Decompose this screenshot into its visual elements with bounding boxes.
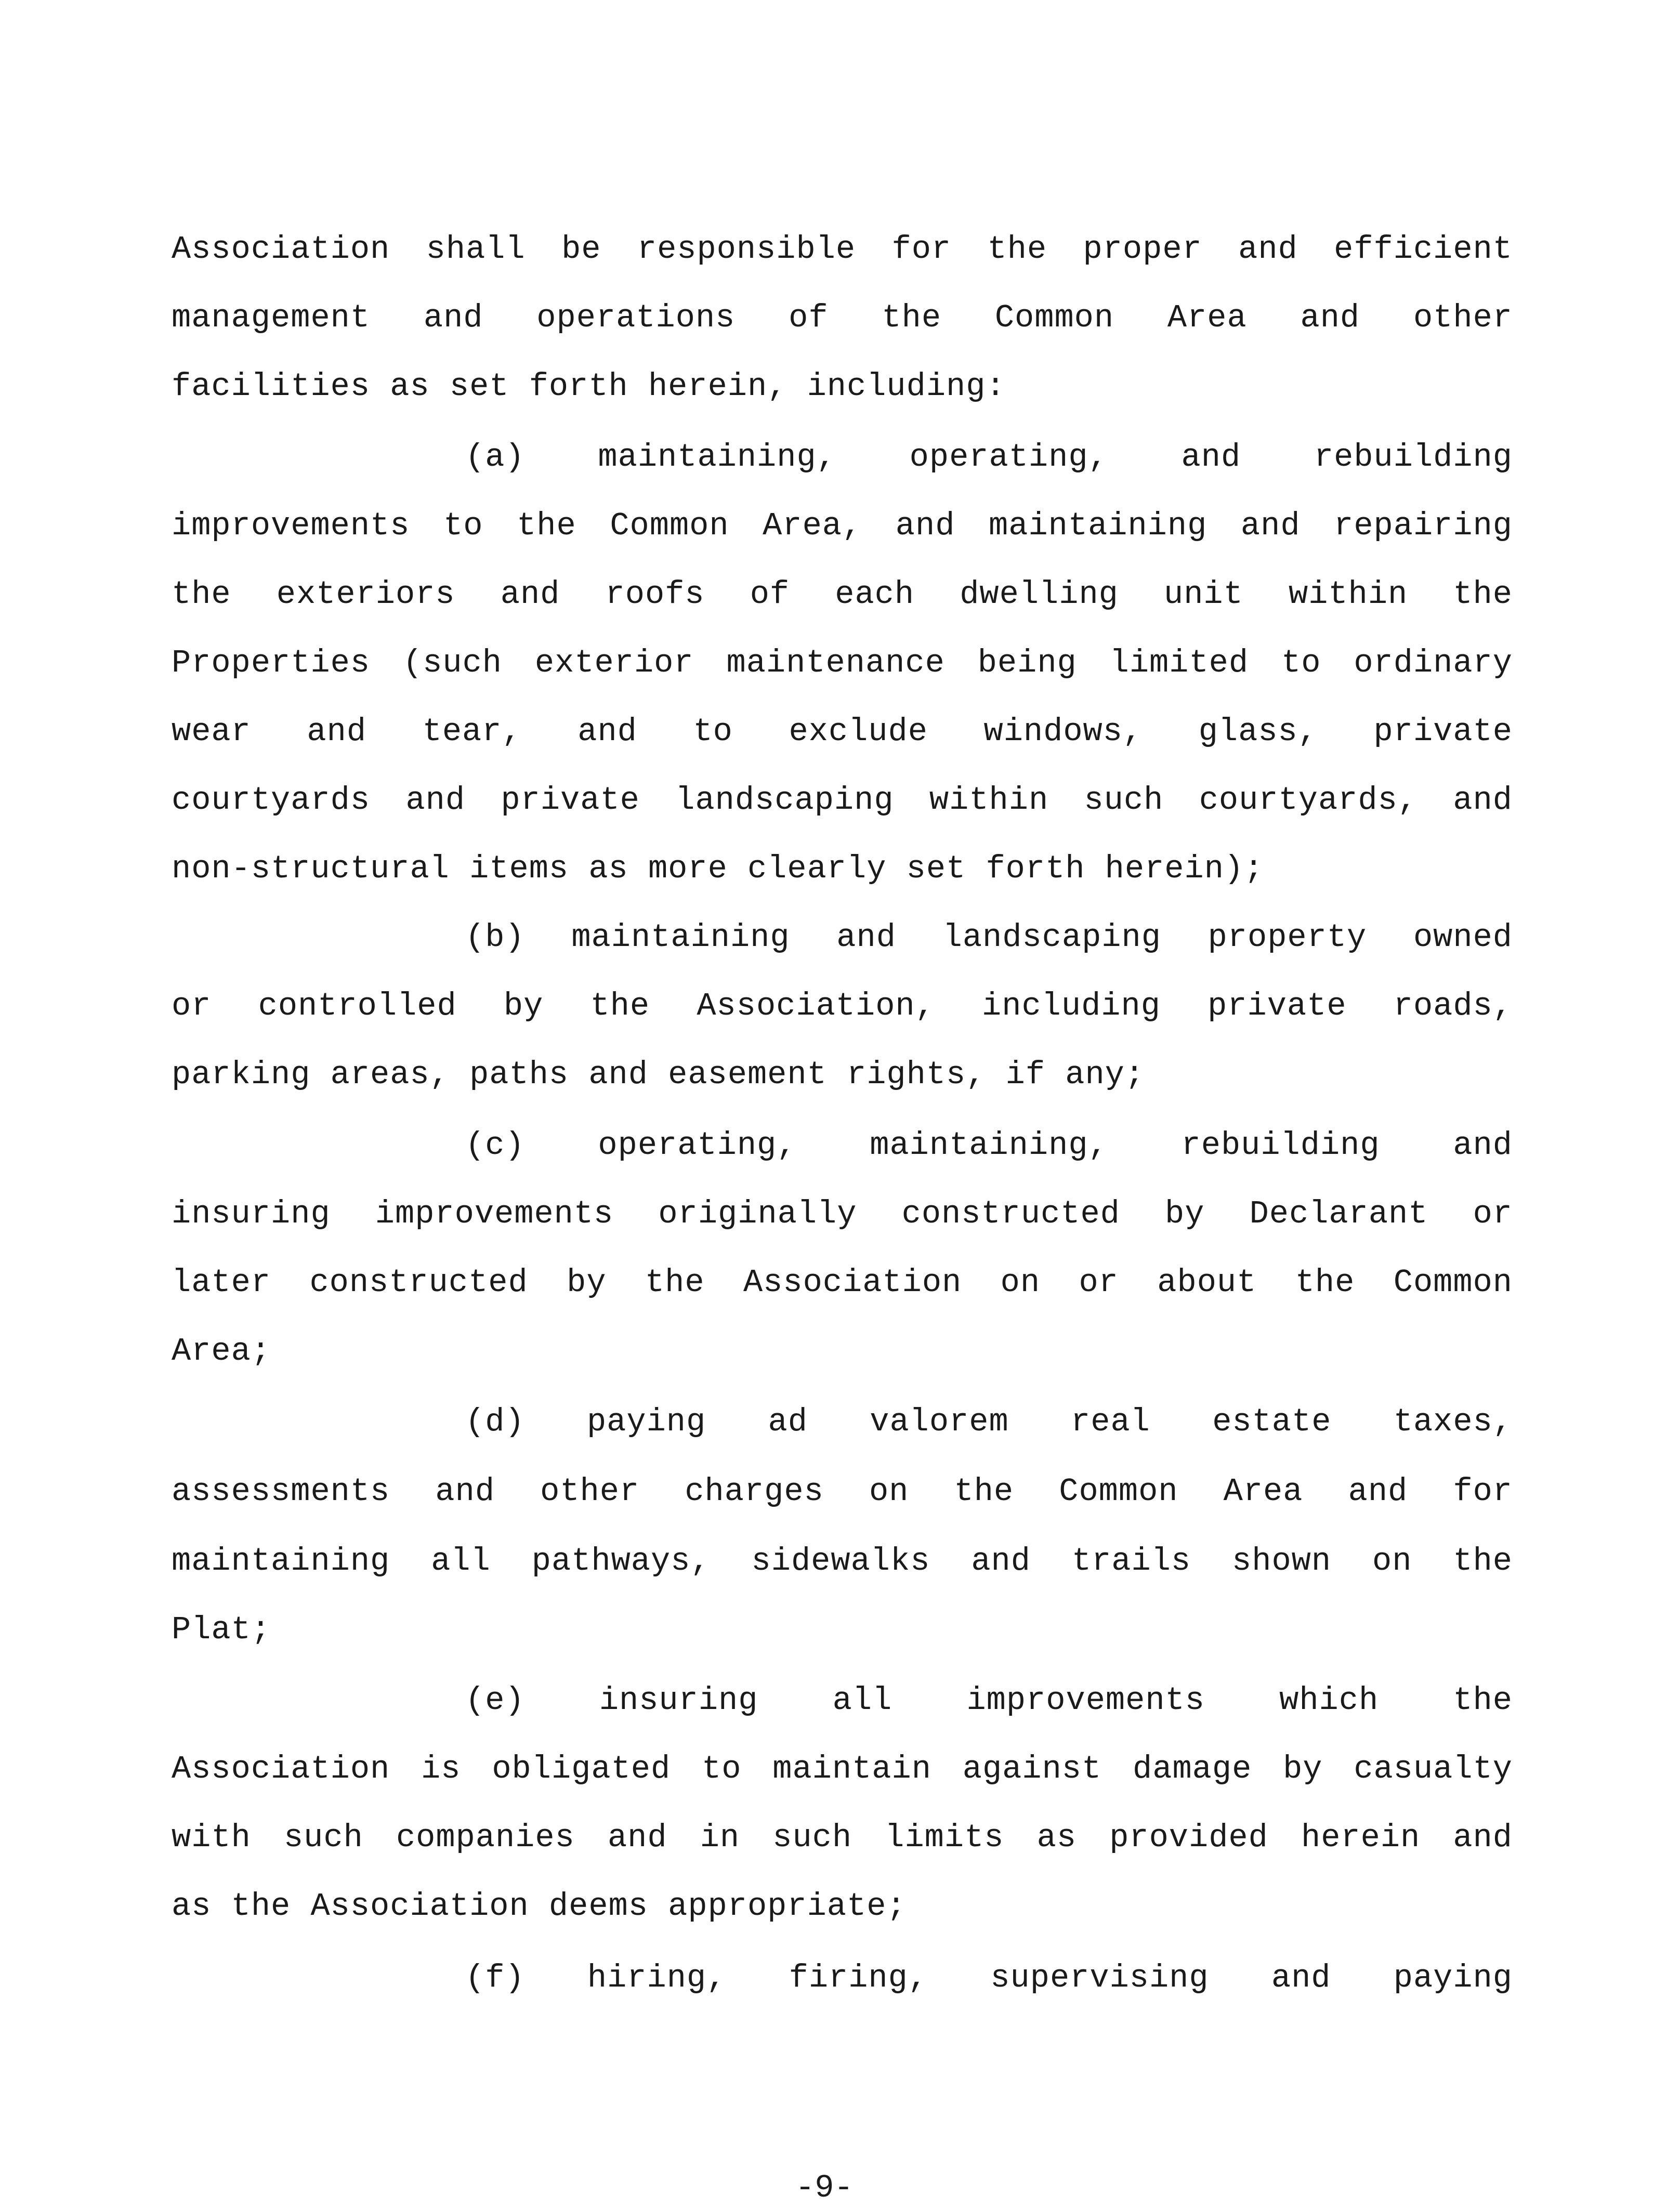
item-b-line-3: parking areas, paths and easement rights, if any; xyxy=(172,1056,1145,1093)
item-d-line-4: Plat; xyxy=(172,1611,271,1648)
item-c-line-1: (c) operating, maintaining, rebuilding and xyxy=(465,1127,1513,1164)
item-a-line-3: the exteriors and roofs of each dwelling unit within the xyxy=(172,576,1513,613)
item-d-line-3: maintaining all pathways, sidewalks and trails shown on the xyxy=(172,1543,1513,1580)
item-a-line-7: non-structural items as more clearly set forth herein); xyxy=(172,850,1264,887)
item-b-line-2: or controlled by the Association, including private roads, xyxy=(172,988,1513,1024)
item-e-line-4: as the Association deems appropriate; xyxy=(172,1888,907,1925)
item-a-line-5: wear and tear, and to exclude windows, glass, private xyxy=(172,713,1513,750)
page-number: -9- xyxy=(795,2169,854,2206)
intro-line-1: Association shall be responsible for the proper and efficient xyxy=(172,231,1513,268)
intro-line-2: management and operations of the Common Area and other xyxy=(172,299,1513,336)
item-a-line-4: Properties (such exterior maintenance being limited to ordinary xyxy=(172,645,1513,681)
item-d-line-2: assessments and other charges on the Common Area and for xyxy=(172,1473,1513,1510)
item-e-line-3: with such companies and in such limits as provided herein and xyxy=(172,1819,1513,1856)
intro-line-3: facilities as set forth herein, including: xyxy=(172,368,1006,405)
item-f-line-1: (f) hiring, firing, supervising and paying xyxy=(465,1960,1513,1996)
item-d-line-1: (d) paying ad valorem real estate taxes, xyxy=(465,1403,1513,1440)
item-e-line-1: (e) insuring all improvements which the xyxy=(465,1682,1513,1719)
item-c-line-4: Area; xyxy=(172,1333,271,1370)
item-e-line-2: Association is obligated to maintain against damage by casualty xyxy=(172,1751,1513,1787)
item-a-line-1: (a) maintaining, operating, and rebuilding xyxy=(465,439,1513,476)
item-a-line-6: courtyards and private landscaping within such courtyards, and xyxy=(172,782,1513,819)
item-c-line-2: insuring improvements originally constructed by Declarant or xyxy=(172,1195,1513,1232)
item-a-line-2: improvements to the Common Area, and maintaining and repairing xyxy=(172,507,1513,544)
item-b-line-1: (b) maintaining and landscaping property owned xyxy=(465,919,1513,956)
item-c-line-3: later constructed by the Association on or about the Common xyxy=(172,1264,1513,1301)
